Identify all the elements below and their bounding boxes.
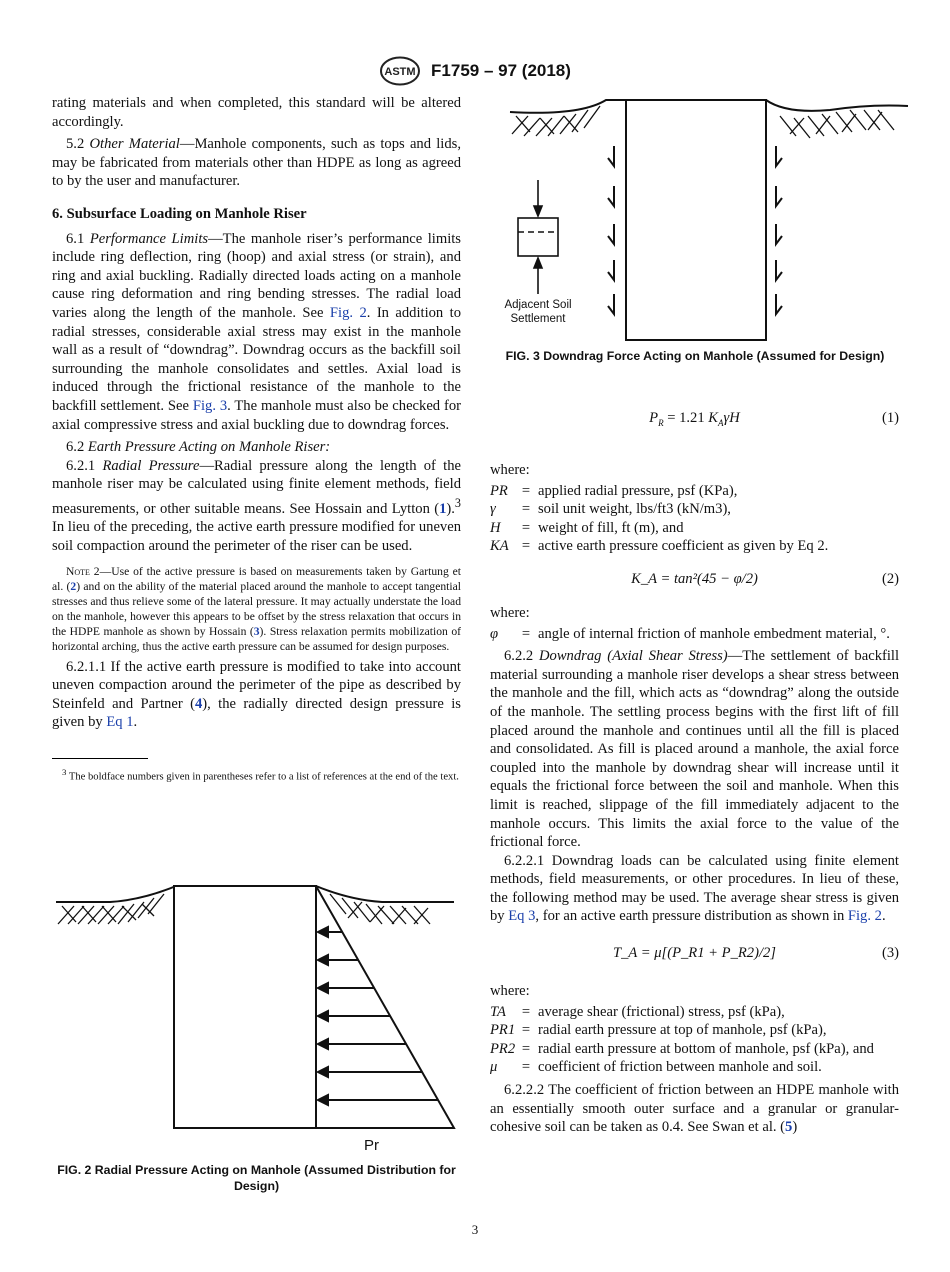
designation: F1759 – 97 (2018) bbox=[431, 61, 571, 80]
eq3-number: (3) bbox=[881, 945, 899, 962]
note-2: Note 2—Use of the active pressure is based on measurements taken by Gartung et al. (2) and on the ability of the material placed around the manhole to accept tangential stresses and thus relieve some of the lateral pressure. It may actually understate the load on the manhole, however this appears to be offset by the stress relaxation that occurs in the HDPE manhole as shown by Hossain (3). Stress relaxation permits mobilization of horizontal arching, thus the active earth pressure can be assumed for design purposes. bbox=[52, 564, 461, 653]
equation-1 bbox=[490, 410, 899, 461]
eq3-link[interactable]: Eq 3 bbox=[508, 908, 536, 925]
fig3-link[interactable]: Fig. 3 bbox=[192, 397, 228, 414]
fig2-caption: FIG. 2 Radial Pressure Acting on Manhole (Assumed Distribution for Design) bbox=[57, 1163, 456, 1193]
section-6-2-1-1: 6.2.1.1 If the active earth pressure is modified to take into account uneven compaction around the perimeter of the pipe as described by Steinfeld and Partner (4), the radially directed design pressure is given by Eq 1. bbox=[52, 658, 461, 731]
eq1-body: $P_R = 1.21$ $K_A\gamma H$ bbox=[649, 410, 740, 428]
right-column bbox=[490, 410, 900, 1137]
fig2-link-2[interactable]: Fig. 2 bbox=[847, 908, 882, 925]
def-gamma: γ = soil unit weight, lbs/ft3 (kN/m3), bbox=[490, 501, 731, 518]
fig2-link[interactable]: Fig. 2 bbox=[329, 304, 367, 321]
equation-3 bbox=[490, 926, 899, 982]
settlement-label-line2: Settlement bbox=[510, 313, 566, 325]
downdrag-arrows-right bbox=[776, 146, 782, 314]
pressure-distribution bbox=[316, 886, 454, 1128]
eq1-definitions bbox=[490, 482, 899, 556]
settlement-element bbox=[518, 180, 558, 294]
section-6-2-2: 6.2.2 Downdrag (Axial Shear Stress)—The settlement of backfill material surrounding a manhole riser develops a shear stress between the manhole and the fill, which acts as “downdrag” along the outside of the manhole. The settling process begins with the first lift of fill placed around the manhole and continues until all the fill is placed and consolidated. As fill is placed around a manhole, the axial force coupled into the manhole by downdrag shear will increase until it equals the frictional force between the soil and manhole. When this limit is reached, slippage of the fill immediately adjacent to the manhole occurs. This limits the axial force to the value of the frictional force. bbox=[490, 648, 900, 851]
ref-1-link[interactable]: 1 bbox=[439, 500, 447, 517]
manhole-riser bbox=[626, 100, 766, 340]
downdrag-arrows-left bbox=[608, 146, 614, 314]
footnote-3: $^3$ The boldface numbers given in parentheses refer to a list of references at the end of the text. bbox=[62, 766, 459, 783]
eq1-number: (1) bbox=[881, 410, 899, 426]
section-6-1: 6.1 Performance Limits—The manhole riser’s performance limits include ring deflection, ring (hoop) and axial stress (or strain), and ring and axial buckling. Radially directed loads acting on a manhole cause ring deformation and ring bending stresses. The radial load varies along the length of the manhole. See Fig. 2. In addition to radial stresses, considerable axial stress may exist in the manhole wall as a result of “downdrag”. Downdrag occurs as the backfill soil surrounding the manhole consolidates and settles. Axial load is induced through the frictional resistance of the manhole to the backfill settlement. See Fig. 3. The manhole must also be checked for axial compressive stress and axial buckling due to downdrag forces. bbox=[52, 230, 462, 433]
fig3-diagram bbox=[490, 94, 910, 344]
pr-label: Pr bbox=[364, 1137, 379, 1154]
def-ta: TA = average shear (frictional) stress, psf (kPa), bbox=[490, 1003, 785, 1020]
eq2-definitions bbox=[490, 625, 899, 644]
settlement-label-line1: Adjacent Soil bbox=[504, 299, 572, 311]
section-6-2-2-2: 6.2.2.2 The coefficient of friction between an HDPE manhole with an essentially smooth outer surface and a granular or granular-cohesive soil can be taken as 0.4. See Swan et al. (5) bbox=[490, 1082, 899, 1136]
def-pr: PR = applied radial pressure, psf (KPa), bbox=[490, 482, 738, 499]
section-6-2: 6.2 Earth Pressure Acting on Manhole Riser: bbox=[66, 439, 331, 456]
ref-4-link[interactable]: 4 bbox=[194, 695, 203, 712]
pressure-arrows bbox=[318, 927, 438, 1105]
def-pr2: PR2 = radial earth pressure at bottom of manhole, psf (kPa), and bbox=[490, 1040, 874, 1057]
eq3-body: T_A = μ[(P_R1 + P_R2)/2] bbox=[613, 945, 776, 962]
section-6-heading: 6. Subsurface Loading on Manhole Riser bbox=[52, 205, 307, 222]
section-5-2: 5.2 Other Material—Manhole components, such as tops and lids, may be fabricated from materials other than HDPE as long as agreed to by the user and manufacturer. bbox=[52, 136, 461, 190]
where-1: where: bbox=[490, 462, 530, 478]
left-column bbox=[52, 94, 461, 784]
eq3-definitions bbox=[490, 1003, 899, 1077]
def-h: H = weight of fill, ft (m), and bbox=[490, 519, 684, 536]
section-6-2-2-1: 6.2.2.1 Downdrag loads can be calculated using finite element methods, field measurements, or other procedures. In lieu of these, the following method may be used. The average shear stress is given by Eq 3, for an active earth pressure distribution as shown in Fig. 2. bbox=[490, 852, 899, 925]
section-6-2-1: 6.2.1 Radial Pressure—Radial pressure along the length of the manhole riser may be calculated using finite element methods, field measurements, or other suitable means. See Hossain and Lytton (1).$^3$ In lieu of the preceding, the active earth pressure modified for uneven soil compaction around the perimeter of the riser can be used. bbox=[52, 457, 462, 554]
eq2-body: K_A = tan²(45 − φ/2) bbox=[631, 570, 758, 587]
eq2-number: (2) bbox=[881, 570, 899, 587]
astm-logo-icon bbox=[379, 56, 421, 86]
ref-3-link[interactable]: 3 bbox=[253, 624, 260, 638]
def-phi: φ = angle of internal friction of manhole embedment material, °. bbox=[490, 625, 890, 642]
def-mu: μ = coefficient of friction between manhole and soil. bbox=[490, 1059, 822, 1076]
eq1-link[interactable]: Eq 1 bbox=[106, 714, 134, 731]
manhole-riser bbox=[174, 886, 316, 1128]
equation-2 bbox=[490, 560, 899, 604]
ref-2-link[interactable]: 2 bbox=[70, 579, 77, 593]
fig2-diagram bbox=[52, 872, 462, 1162]
ref-5-link[interactable]: 5 bbox=[785, 1119, 793, 1136]
page-number: 3 bbox=[471, 1222, 479, 1237]
def-pr1: PR1 = radial earth pressure at top of manhole, psf (kPa), bbox=[490, 1022, 827, 1039]
where-3: where: bbox=[490, 983, 530, 1000]
logo-text: ASTM bbox=[384, 66, 416, 78]
fig3-caption: FIG. 3 Downdrag Force Acting on Manhole (Assumed for Design) bbox=[505, 349, 885, 363]
footnote-rule bbox=[52, 758, 148, 759]
continued-paragraph: rating materials and when completed, this standard will be altered accordingly. bbox=[52, 95, 461, 130]
page-header bbox=[0, 56, 950, 86]
where-2: where: bbox=[490, 604, 530, 621]
def-ka: KA = active earth pressure coefficient as given by Eq 2. bbox=[490, 538, 829, 555]
